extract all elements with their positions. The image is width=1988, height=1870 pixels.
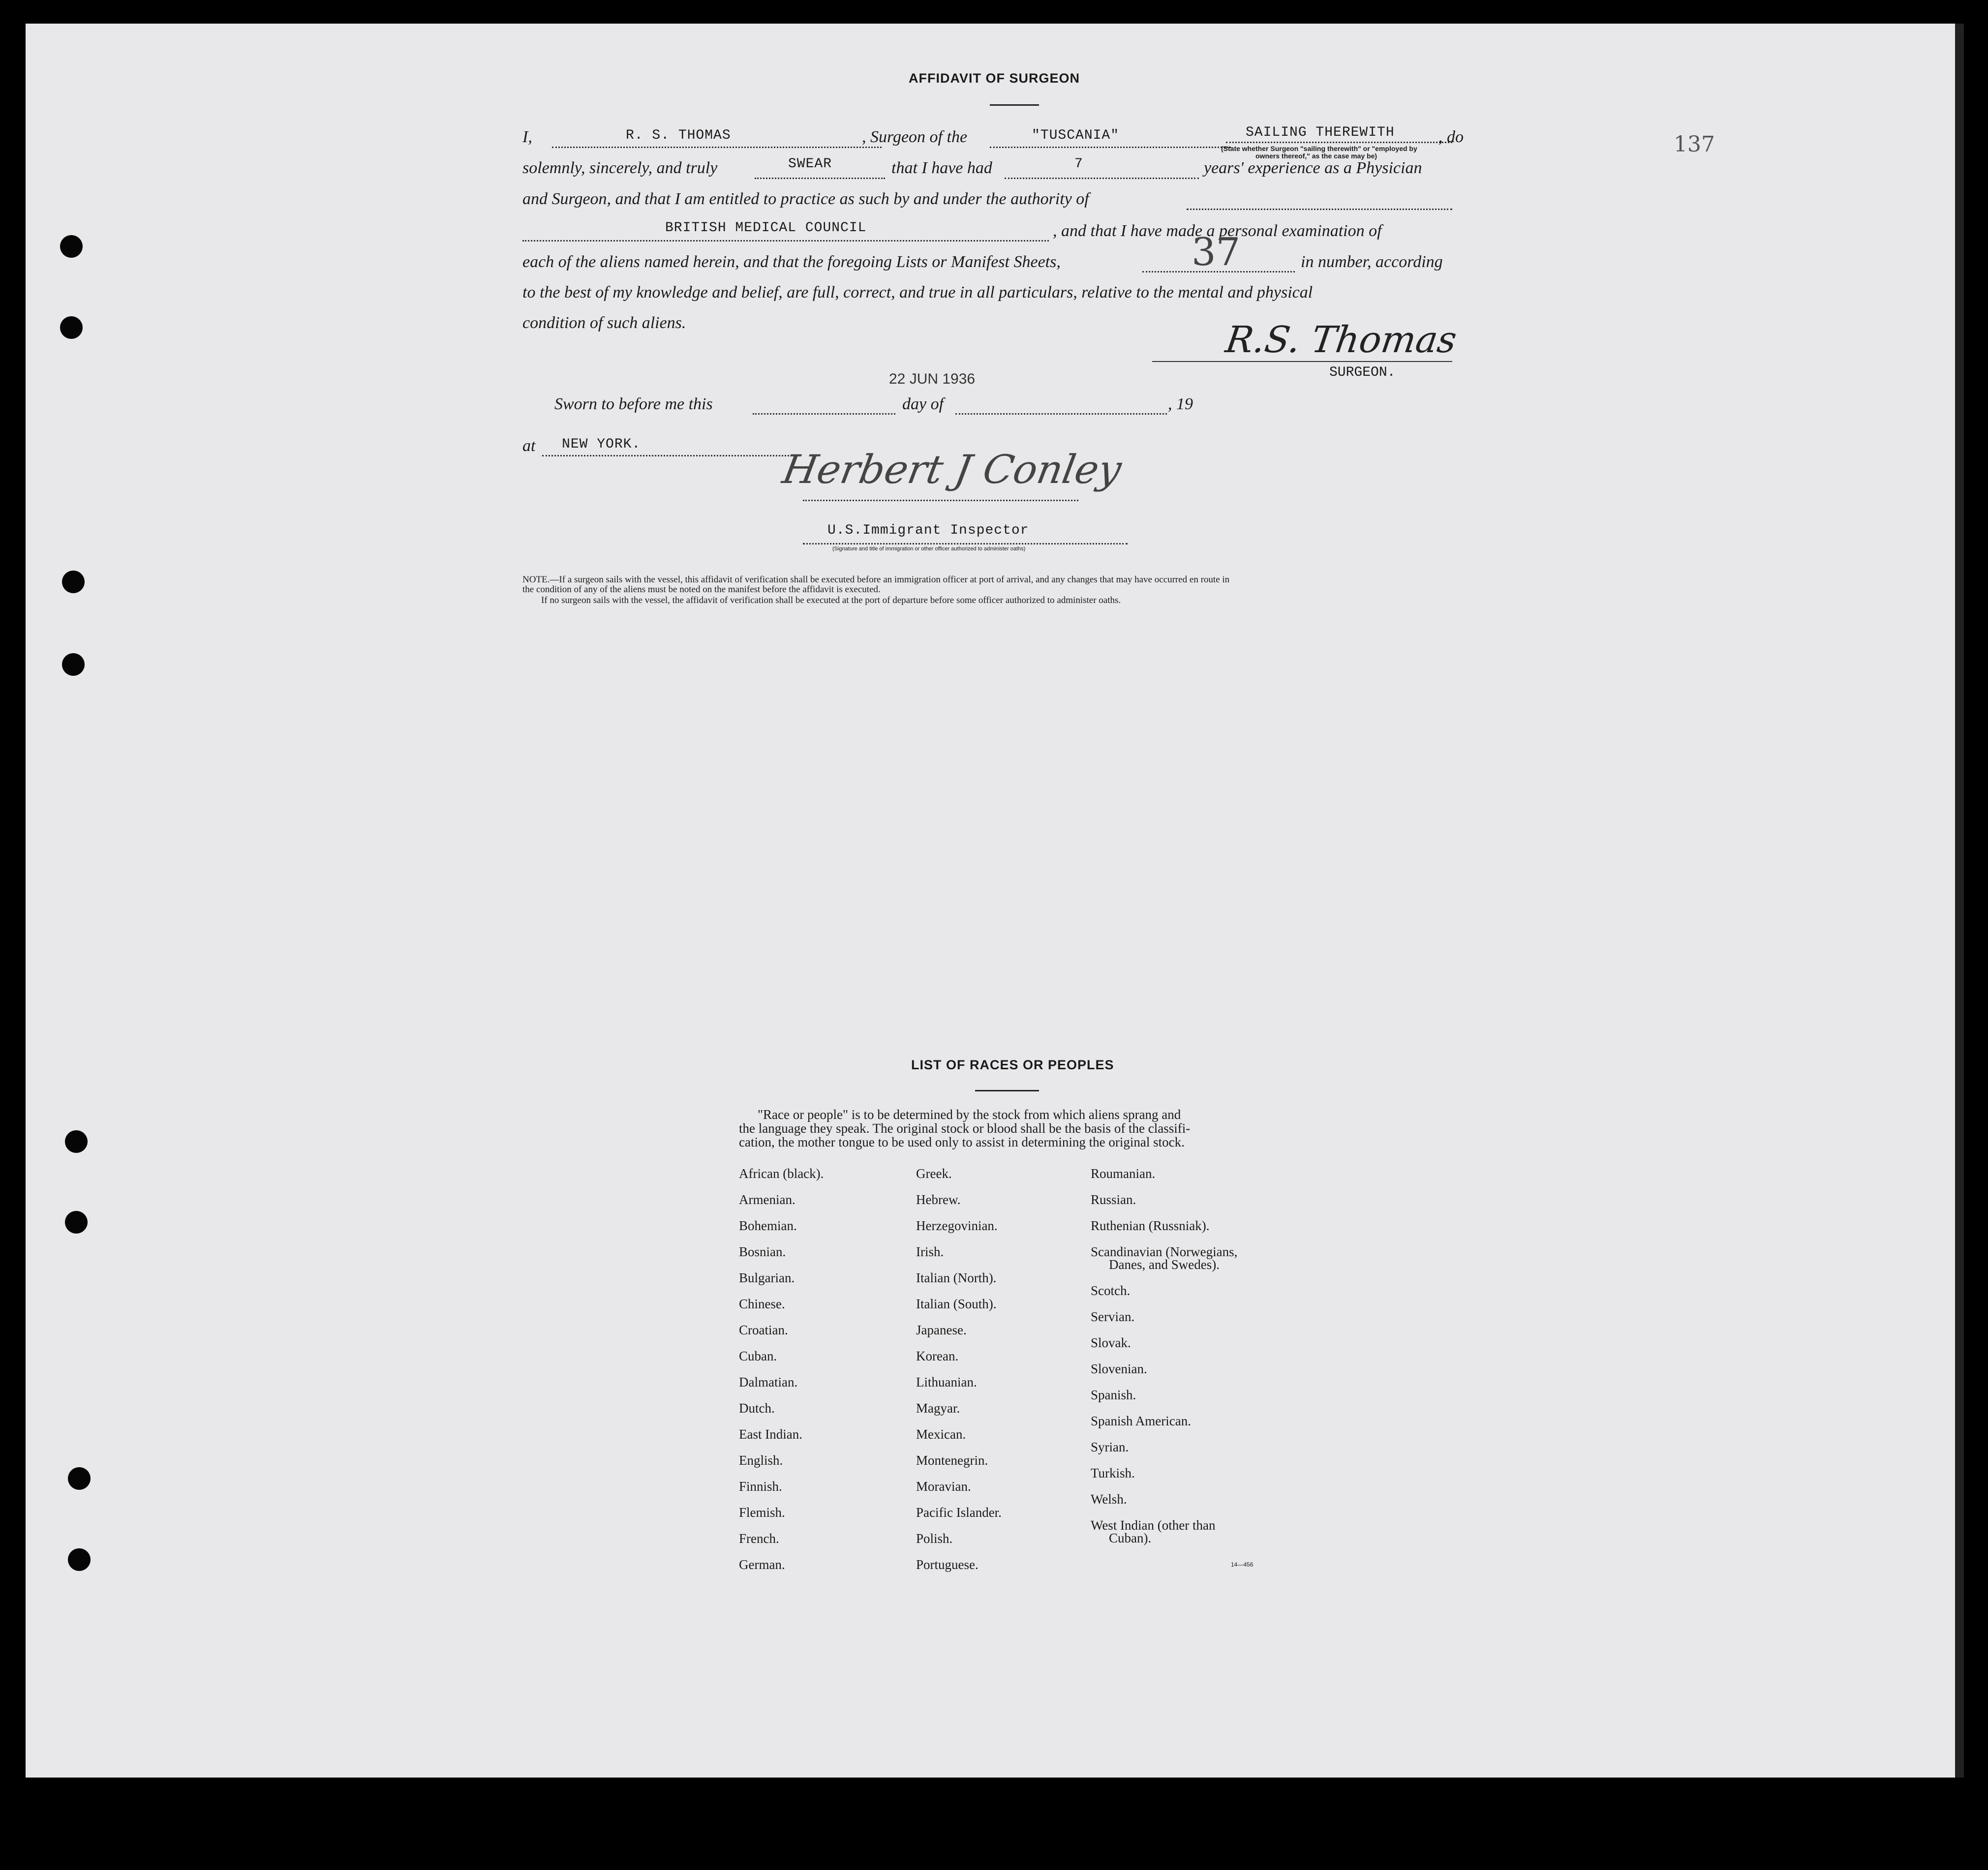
race-item: Montenegrin. [916, 1453, 988, 1468]
ship-name-line [990, 147, 1231, 148]
race-item: Greek. [916, 1166, 952, 1181]
race-item: Cuban). [1109, 1531, 1152, 1545]
page-number: 137 [1674, 132, 1715, 157]
solemnly-label: solemnly, sincerely, and truly [522, 159, 718, 177]
document-page [26, 24, 1964, 1778]
race-item: Chinese. [739, 1297, 785, 1311]
punch-hole [60, 316, 83, 339]
punch-hole [62, 571, 85, 593]
surgeon-name: R. S. THOMAS [626, 128, 731, 143]
years-value: 7 [1074, 156, 1083, 172]
race-item: Roumanian. [1091, 1166, 1156, 1181]
punch-hole [68, 1548, 91, 1571]
race-item: Servian. [1091, 1309, 1135, 1324]
race-item: Herzegovinian. [916, 1218, 998, 1233]
condition-label: condition of such aliens. [522, 314, 686, 332]
race-item: Moravian. [916, 1479, 971, 1494]
races-intro-2: the language they speak. The original stock or blood shall be the basis of the classifi- [739, 1121, 1191, 1136]
inspector-signature: Herbert J Conley [779, 447, 1125, 492]
do-label: , do [1438, 128, 1464, 146]
years-line [1005, 178, 1199, 179]
punch-hole [62, 653, 85, 676]
punch-hole [65, 1130, 88, 1153]
race-item: Dalmatian. [739, 1375, 798, 1389]
race-item: French. [739, 1531, 779, 1546]
years-label: years' experience as a Physician [1204, 159, 1422, 177]
race-item: Japanese. [916, 1323, 967, 1337]
surgeon-name-line [552, 147, 882, 148]
sailing-note-2: owners thereof," as the case may be) [1255, 152, 1377, 160]
race-item: Hebrew. [916, 1192, 961, 1207]
aliens-label: each of the aliens named herein, and that the foregoing Lists or Manifest Sheets, [522, 253, 1061, 271]
i-label: I, [522, 128, 532, 146]
race-item: West Indian (other than [1091, 1518, 1216, 1533]
examination-label: , and that I have made a personal examination of [1053, 222, 1382, 240]
at-label: at [522, 437, 536, 455]
in-number-label: in number, according [1301, 253, 1443, 271]
race-item: Italian (South). [916, 1297, 997, 1311]
race-item: German. [739, 1557, 785, 1572]
races-title: LIST OF RACES OR PEOPLES [911, 1057, 1114, 1072]
place-line [542, 455, 798, 456]
race-item: African (black). [739, 1166, 824, 1181]
sheets-value: 37 [1192, 230, 1241, 274]
authority-label: and Surgeon, and that I am entitled to practice as such by and under the authority of [522, 190, 1089, 208]
race-item: Slovak. [1091, 1335, 1131, 1350]
race-item: Lithuanian. [916, 1375, 977, 1389]
race-item: Flemish. [739, 1505, 785, 1520]
race-item: Croatian. [739, 1323, 788, 1337]
inspector-title-line [803, 543, 1128, 544]
note-line-1: NOTE.—If a surgeon sails with the vessel, this affidavit of verification shall be executed before an immigration officer at port of arrival, and any changes that may have occurred en route in [522, 574, 1230, 585]
sworn-label: Sworn to before me this [554, 395, 713, 413]
races-intro-1: "Race or people" is to be determined by the stock from which aliens sprang and [758, 1107, 1181, 1122]
race-item: Korean. [916, 1349, 959, 1363]
race-item: Syrian. [1091, 1440, 1129, 1454]
inspector-signature-line [803, 500, 1078, 501]
surgeon-caption: SURGEON. [1329, 365, 1396, 380]
race-item: Magyar. [916, 1401, 960, 1416]
oath-value: SWEAR [788, 156, 832, 172]
surgeon-signature: R.S. Thomas [1223, 319, 1460, 361]
authority-line-2 [522, 240, 1049, 241]
punch-hole [68, 1467, 91, 1490]
authority-value: BRITISH MEDICAL COUNCIL [665, 220, 867, 236]
race-item: Scotch. [1091, 1283, 1131, 1298]
race-item: Ruthenian (Russniak). [1091, 1218, 1210, 1233]
note-line-2: the condition of any of the aliens must be noted on the manifest before the affidavit is executed. [522, 584, 881, 595]
sworn-day-line [753, 413, 895, 415]
day-of-label: day of [902, 395, 944, 413]
inspector-caption: (Signature and title of immigration or other officer authorized to administer oaths) [832, 546, 1026, 552]
race-item: Portuguese. [916, 1557, 979, 1572]
inspector-title: U.S.Immigrant Inspector [827, 523, 1029, 538]
best-label: to the best of my knowledge and belief, are full, correct, and true in all particulars, relative to the mental and physical [522, 283, 1313, 302]
race-item: Polish. [916, 1531, 953, 1546]
title-rule [990, 104, 1039, 106]
race-item: Irish. [916, 1244, 944, 1259]
sailing-value: SAILING THEREWITH [1246, 125, 1395, 140]
races-intro-3: cation, the mother tongue to be used only to assist in determining the original stock. [739, 1135, 1185, 1149]
race-item: Welsh. [1091, 1492, 1127, 1507]
race-item: Finnish. [739, 1479, 782, 1494]
race-item: Spanish. [1091, 1387, 1136, 1402]
surgeon-of-label: , Surgeon of the [862, 128, 968, 146]
sailing-note-1: (State whether Surgeon "sailing therewith" or "employed by [1221, 145, 1417, 152]
race-item: Italian (North). [916, 1270, 997, 1285]
punch-hole [60, 235, 83, 258]
year-label: , 19 [1168, 395, 1193, 413]
race-item: East Indian. [739, 1427, 802, 1442]
race-item: Bosnian. [739, 1244, 786, 1259]
affidavit-title: AFFIDAVIT OF SURGEON [909, 71, 1080, 86]
race-item: Scandinavian (Norwegians, [1091, 1244, 1238, 1259]
authority-line-1 [1187, 209, 1452, 210]
date-stamp: 22 JUN 1936 [889, 371, 976, 387]
form-code: 14—456 [1231, 1561, 1254, 1568]
race-item: Armenian. [739, 1192, 795, 1207]
punch-hole [65, 1211, 88, 1234]
oath-line [755, 178, 885, 179]
note-line-3: If no surgeon sails with the vessel, the affidavit of verification shall be executed at the port of departure before some officer authorized to administer oaths. [541, 595, 1121, 605]
race-item: Spanish American. [1091, 1414, 1191, 1428]
sworn-month-line [955, 413, 1167, 415]
page-edge-shadow [1955, 24, 1964, 1778]
race-item: Dutch. [739, 1401, 775, 1416]
race-item: English. [739, 1453, 783, 1468]
that-had-label: that I have had [891, 159, 992, 177]
ship-name: "TUSCANIA" [1032, 128, 1120, 143]
race-item: Turkish. [1091, 1466, 1135, 1480]
surgeon-signature-line [1152, 361, 1452, 362]
races-title-rule [975, 1090, 1039, 1091]
race-item: Pacific Islander. [916, 1505, 1002, 1520]
race-item: Russian. [1091, 1192, 1136, 1207]
race-item: Bulgarian. [739, 1270, 795, 1285]
race-item: Slovenian. [1091, 1361, 1147, 1376]
race-item: Bohemian. [739, 1218, 797, 1233]
sailing-line [1226, 142, 1452, 143]
race-item: Mexican. [916, 1427, 966, 1442]
place-value: NEW YORK. [562, 437, 641, 452]
race-item: Danes, and Swedes). [1109, 1257, 1220, 1272]
race-item: Cuban. [739, 1349, 777, 1363]
